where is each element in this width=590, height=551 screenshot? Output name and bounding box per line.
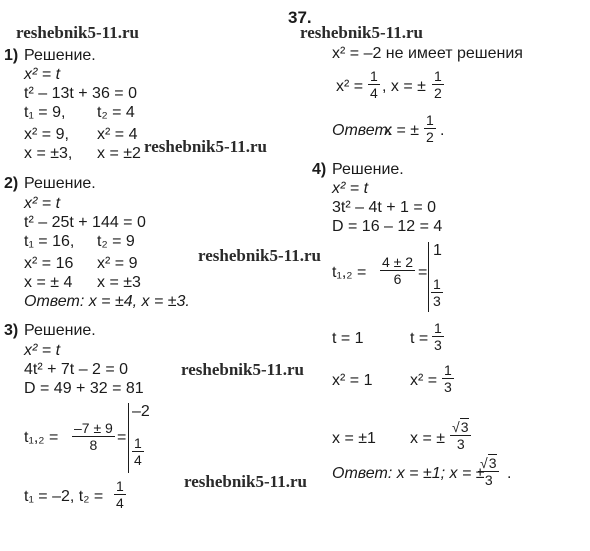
p4-answer-den: 3 <box>484 472 493 488</box>
p3-final-fraction <box>114 478 126 511</box>
tr-line-1: x² = –2 не имеет решения <box>332 45 523 62</box>
tr-answer-eq: x = ± <box>384 122 420 139</box>
p3-fraction-body <box>72 420 115 453</box>
sqrt-radicand: 3 <box>488 455 497 471</box>
p4-root-2 <box>431 276 443 309</box>
p3-root-2 <box>132 435 144 468</box>
problem-3-number: 3) <box>4 322 19 339</box>
problem-4-number: 4) <box>312 161 327 178</box>
sqrt-radicand: 3 <box>460 419 469 435</box>
p1-line: x² = 4 <box>97 126 138 143</box>
p2-line: x² = t <box>24 195 61 212</box>
p3-fraction <box>72 420 115 453</box>
p2-line: t₁ = 16, <box>24 233 75 250</box>
tr-answer-num: 1 <box>426 112 434 128</box>
p1-line: x² = t <box>24 66 61 83</box>
p4-frac-denominator: 6 <box>393 271 402 287</box>
p4-t-eq-1: t = 1 <box>332 330 364 347</box>
tr-frac-2 <box>432 68 444 101</box>
p2-line: t₂ = 9 <box>97 233 135 250</box>
p4-line: 3t² – 4t + 1 = 0 <box>332 199 437 216</box>
tr-answer-den: 2 <box>426 129 434 145</box>
p3-roots-bar <box>128 403 129 473</box>
p4-root-2-num: 1 <box>433 276 441 292</box>
p4-answer: Ответ: x = ±1; x = ± <box>332 465 485 482</box>
p4-x-eq-2: x = ± <box>410 430 446 447</box>
p4-t-eq-2: t = <box>410 330 429 347</box>
p4-x-frac-num: √3 <box>450 418 471 436</box>
p4-equals: = <box>418 264 428 281</box>
p4-x2-eq-2: x² = <box>410 372 438 389</box>
p4-roots-bar <box>428 242 429 312</box>
watermark: reshebnik5-11.ru <box>16 23 139 42</box>
p3-final-num: 1 <box>116 478 124 494</box>
p3-frac-denominator: 8 <box>89 437 98 453</box>
p4-root-1: 1 <box>433 242 442 259</box>
p3-root-1: –2 <box>132 403 150 420</box>
p1-line: t² – 13t + 36 = 0 <box>24 85 137 102</box>
tr-x2: x² = <box>336 78 364 95</box>
p4-answer-num: √3 <box>478 454 499 472</box>
p4-x-eq-1: x = ±1 <box>332 430 376 447</box>
tr-answer-label: Ответ: <box>332 122 393 139</box>
p2-line: x = ±3 <box>97 274 141 291</box>
watermark: reshebnik5-11.ru <box>300 23 423 42</box>
p1-line: t₂ = 4 <box>97 104 135 121</box>
p3-final: t₁ = –2, t₂ = <box>24 488 104 505</box>
tr-frac-2-num: 1 <box>434 68 442 84</box>
tr-frac-2-den: 2 <box>434 85 442 101</box>
p4-line: x² = t <box>332 180 369 197</box>
p2-line: x² = 9 <box>97 255 138 272</box>
p4-root-2-den: 3 <box>433 293 441 309</box>
watermark: reshebnik5-11.ru <box>184 472 307 491</box>
p4-x2-eq-1: x² = 1 <box>332 372 373 389</box>
p3-equals: = <box>117 429 127 446</box>
watermark: reshebnik5-11.ru <box>198 246 321 265</box>
p4-t-frac <box>432 320 444 353</box>
p4-x2-frac <box>442 362 454 395</box>
p1-line: x = ±2 <box>97 145 141 162</box>
p4-x2-frac-num: 1 <box>444 362 452 378</box>
p3-root-2-num: 1 <box>134 435 142 451</box>
p4-t12-label: t₁,₂ = <box>332 264 367 281</box>
problem-2-title: Решение. <box>24 175 96 192</box>
p3-root-2-den: 4 <box>134 452 142 468</box>
p3-t12-label: t₁,₂ = <box>24 429 59 446</box>
p4-fraction <box>380 254 415 287</box>
tr-x-eq: , x = ± <box>382 78 426 95</box>
tr-frac-1-den: 4 <box>370 85 378 101</box>
p4-x-frac <box>450 418 471 452</box>
p2-line: x = ± 4 <box>24 274 73 291</box>
p3-final-den: 4 <box>116 495 124 511</box>
problem-1-title: Решение. <box>24 47 96 64</box>
problem-4-title: Решение. <box>332 161 404 178</box>
problem-3-title: Решение. <box>24 322 96 339</box>
p4-answer-end: . <box>507 465 512 482</box>
watermark: reshebnik5-11.ru <box>181 360 304 379</box>
p3-frac-numerator: –7 ± 9 <box>74 420 113 436</box>
p3-line: x² = t <box>24 342 61 359</box>
problem-2-number: 2) <box>4 175 19 192</box>
p1-line: x² = 9, <box>24 126 69 143</box>
problem-number: 37. <box>288 8 312 27</box>
p2-line: x² = 16 <box>24 255 74 272</box>
tr-frac-1-num: 1 <box>370 68 378 84</box>
tr-answer-end: . <box>440 122 445 139</box>
tr-frac-1 <box>368 68 380 101</box>
p4-line: D = 16 – 12 = 4 <box>332 218 443 235</box>
p1-line: t₁ = 9, <box>24 104 66 121</box>
watermark: reshebnik5-11.ru <box>144 137 267 156</box>
p4-t-frac-num: 1 <box>434 320 442 336</box>
p2-line: t² – 25t + 144 = 0 <box>24 214 146 231</box>
p1-line: x = ±3, <box>24 145 73 162</box>
p3-line: D = 49 + 32 = 81 <box>24 380 144 397</box>
p4-answer-frac <box>478 454 499 488</box>
p4-t-frac-den: 3 <box>434 337 442 353</box>
p2-answer: Ответ: x = ±4, x = ±3. <box>24 293 190 310</box>
problem-1-number: 1) <box>4 47 19 64</box>
p4-x-frac-den: 3 <box>456 436 465 452</box>
p3-line: 4t² + 7t – 2 = 0 <box>24 361 129 378</box>
p4-x2-frac-den: 3 <box>444 379 452 395</box>
tr-answer-frac <box>424 112 436 145</box>
p4-frac-numerator: 4 ± 2 <box>382 254 414 270</box>
